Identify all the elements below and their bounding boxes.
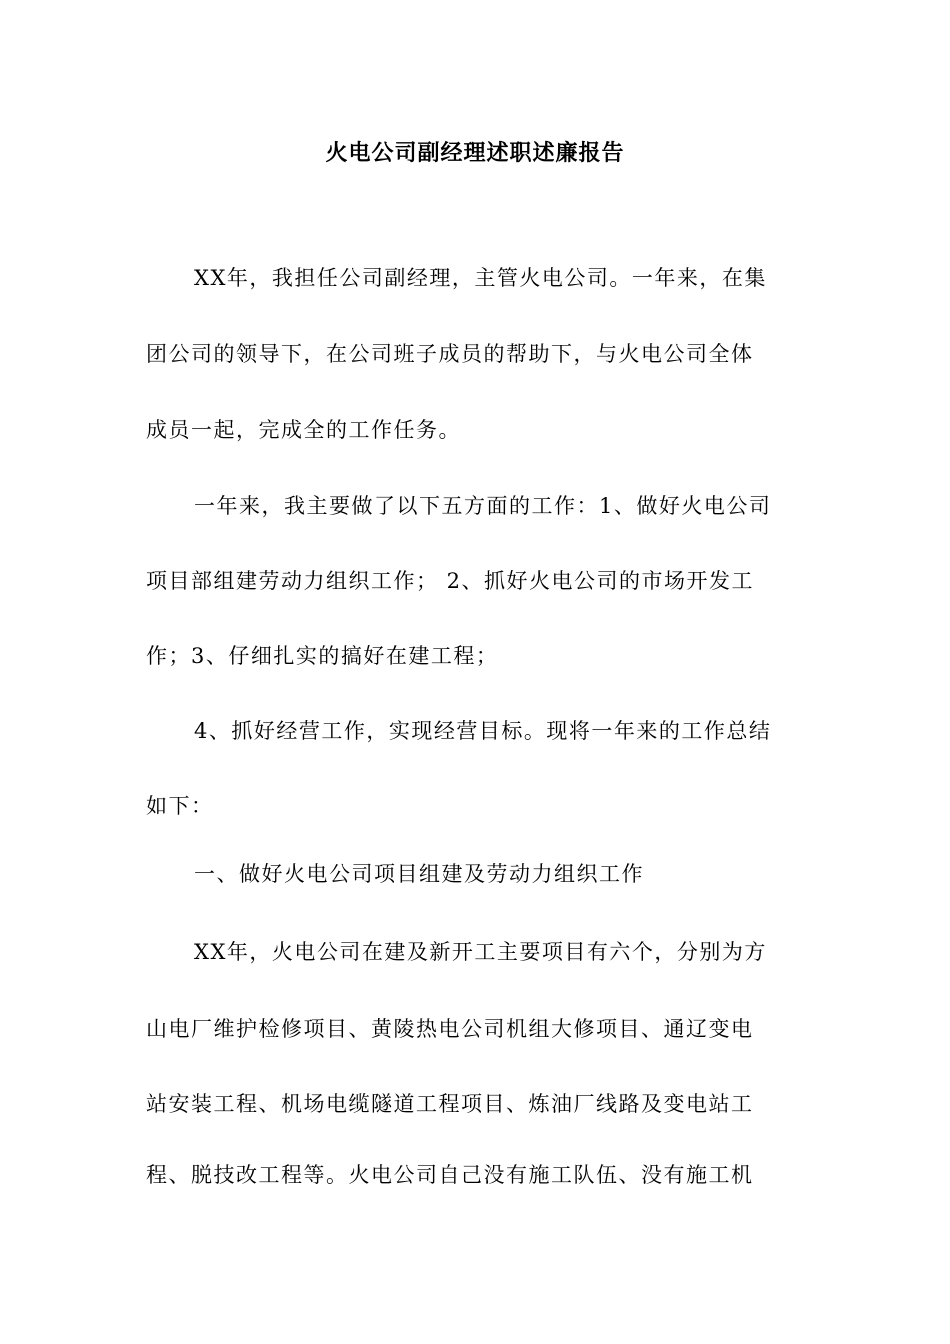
paragraph-line: XX年，火电公司在建及新开工主要项目有六个，分别为方 <box>194 940 767 964</box>
section-heading: 一、做好火电公司项目组建及劳动力组织工作 <box>194 862 644 886</box>
paragraph-line: 程、脱技改工程等。火电公司自己没有施工队伍、没有施工机 <box>146 1163 754 1187</box>
paragraph-line: 成员一起，完成全的工作任务。 <box>146 418 461 442</box>
document-title: 火电公司副经理述职述廉报告 <box>325 141 625 166</box>
paragraph-line: 作；3、仔细扎实的搞好在建工程； <box>146 644 499 668</box>
paragraph-line: 4、抓好经营工作，实现经营目标。现将一年来的工作总结 <box>194 719 772 743</box>
paragraph-line: 团公司的领导下，在公司班子成员的帮助下，与火电公司全体 <box>146 342 754 366</box>
paragraph-line: 山电厂维护检修项目、黄陵热电公司机组大修项目、通辽变电 <box>146 1017 754 1041</box>
paragraph-line: XX年，我担任公司副经理，主管火电公司。一年来，在集 <box>194 266 767 290</box>
paragraph-line: 一年来，我主要做了以下五方面的工作：1、做好火电公司 <box>194 494 772 518</box>
paragraph-line: 如下： <box>146 794 214 818</box>
paragraph-line: 项目部组建劳动力组织工作； 2、抓好火电公司的市场开发工 <box>146 569 755 593</box>
paragraph-line: 站安装工程、机场电缆隧道工程项目、炼油厂线路及变电站工 <box>146 1092 754 1116</box>
